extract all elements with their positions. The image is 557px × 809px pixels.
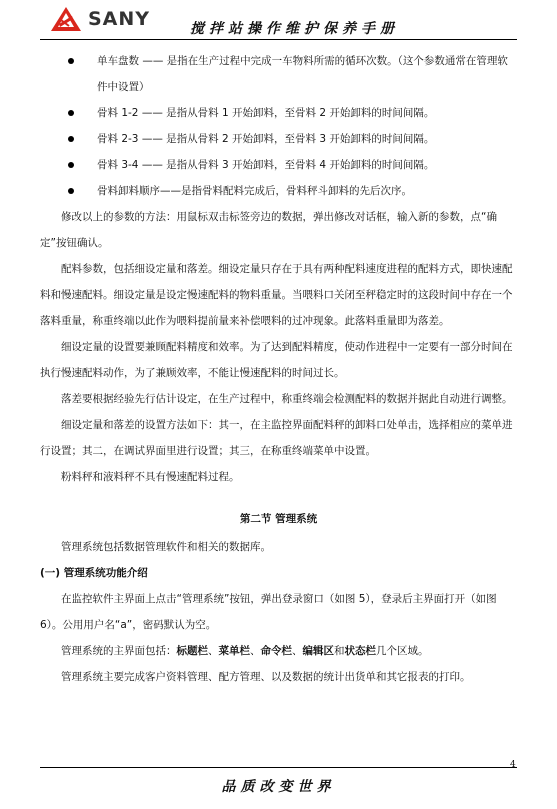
footer-divider (40, 767, 517, 768)
bullet-dot-icon (68, 58, 74, 64)
bullet-item: 单车盘数 —— 是指在生产过程中完成一车物料所需的循环次数。（这个参数通常在管理软件中设置） (40, 48, 517, 100)
region-title-bar: 标题栏 (176, 645, 208, 657)
paragraph: 细设定量的设置要兼顾配料精度和效率。为了达到配料精度，使动作进程中一定要有一部分时间在执行慢速配料动作，为了兼顾效率，不能让慢速配料的时间过长。 (40, 341, 513, 379)
subsection-title: (一) 管理系统功能介绍 (40, 567, 148, 579)
bullet-item: 骨料 3-4 —— 是指从骨料 3 开始卸料，至骨料 4 开始卸料的时间间隔。 (40, 152, 517, 178)
bullet-dot-icon (68, 188, 74, 194)
document-body (40, 48, 517, 690)
brand-name: SANY (88, 8, 151, 30)
paragraph-login: 在监控软件主界面上点击“管理系统”按钮，弹出登录窗口（如图 5），登录后主界面打开（如图6）。公用用户名“a”，密码默认为空。 (40, 593, 497, 631)
footer-slogan: 品质改变世界 (221, 779, 336, 795)
section-title: 第二节 管理系统 (239, 513, 318, 525)
paragraph: 配料参数，包括细设定量和落差。细设定量只存在于具有两种配料速度进程的配料方式，即快速配料和慢速配料。细设定量是设定慢速配料的物料重量。当喂料口关闭至秤稳定时的这段时间中存在一个落料重量，称重终端以此作为喂料提前量来补偿喂料的过冲现象。此落料重量即为落差。 (40, 263, 513, 327)
section-intro: 管理系统包括数据管理软件和相关的数据库。 (61, 541, 271, 553)
paragraph-regions: 管理系统的主界面包括：标题栏、菜单栏、命令栏、编辑区和状态栏几个区域。 (61, 645, 429, 657)
sany-logo-icon (50, 6, 82, 32)
paragraph: 落差要根据经验先行估计设定，在生产过程中，称重终端会检测配料的数据并据此自动进行调整。 (61, 393, 513, 405)
manual-title: 搅拌站操作维护保养手册 (190, 21, 399, 37)
region-edit-area: 编辑区 (302, 645, 334, 657)
paragraph-final: 管理系统主要完成客户资料管理、配方管理、以及数据的统计出货单和其它报表的打印。 (61, 671, 471, 683)
paragraph: 粉料秤和液料秤不具有慢速配料过程。 (61, 471, 240, 483)
page-number: 4 (510, 760, 516, 770)
region-command-bar: 命令栏 (260, 645, 292, 657)
sany-logo (50, 6, 150, 32)
paragraph: 细设定量和落差的设置方法如下：其一，在主监控界面配料秤的卸料口处单击，选择相应的菜单进行设置；其二，在调试界面里进行设置；其三，在称重终端菜单中设置。 (40, 419, 513, 457)
bullet-item: 骨料 1-2 —— 是指从骨料 1 开始卸料，至骨料 2 开始卸料的时间间隔。 (40, 100, 517, 126)
region-menu-bar: 菜单栏 (218, 645, 250, 657)
bullet-item: 骨料 2-3 —— 是指从骨料 2 开始卸料，至骨料 3 开始卸料的时间间隔。 (40, 126, 517, 152)
region-status-bar: 状态栏 (344, 645, 376, 657)
bullet-dot-icon (68, 110, 74, 116)
bullet-dot-icon (68, 136, 74, 142)
page-header (0, 0, 557, 40)
bullet-item: 骨料卸料顺序——是指骨料配料完成后，骨料秤斗卸料的先后次序。 (40, 178, 517, 204)
bullet-dot-icon (68, 162, 74, 168)
header-divider (40, 39, 517, 40)
paragraph: 修改以上的参数的方法：用鼠标双击标签旁边的数据，弹出修改对话框，输入新的参数，点“确定”按钮确认。 (40, 211, 497, 249)
